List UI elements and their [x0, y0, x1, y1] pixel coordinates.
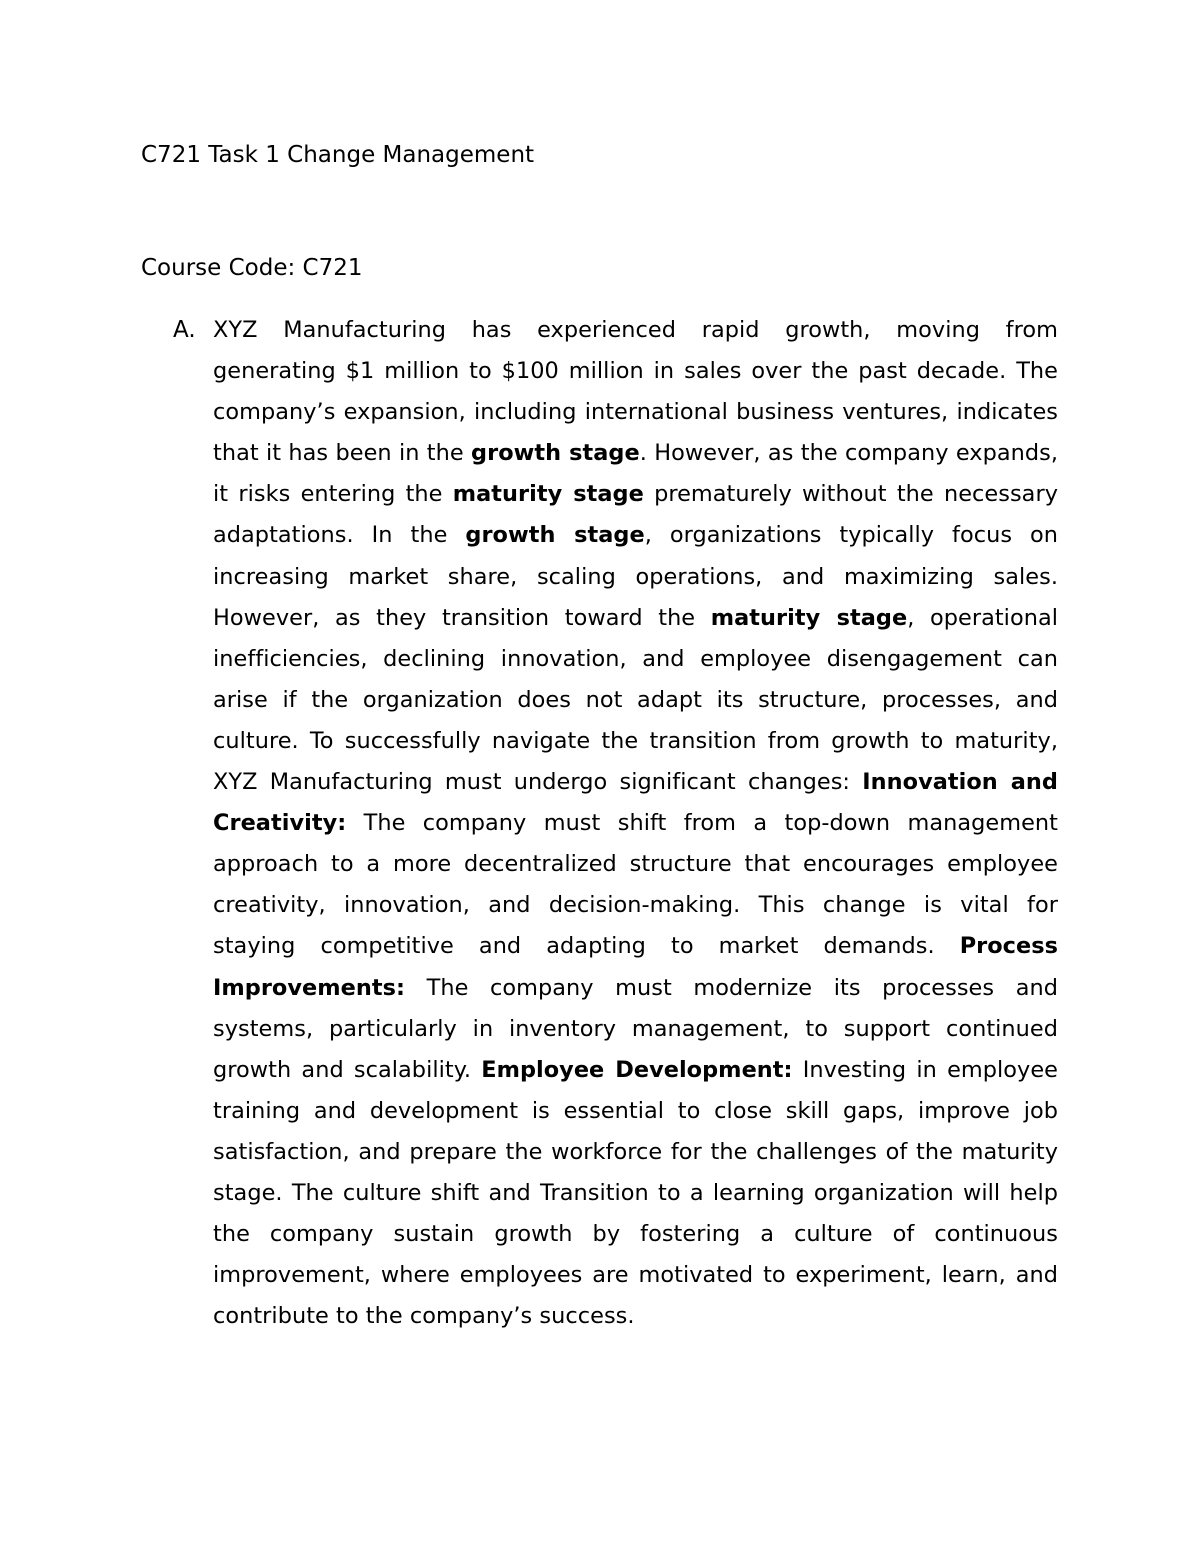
text-run: Investing in employee training and development is essential to close skill gaps, improve job satisfaction, and prepare the workforce for the challenges of the maturity stage. The culture shift and Transition to a learning organization will help the company sustain growth by fostering a culture of continuous improvement, where employees are motivated to experiment, learn, and contribute to the company’s success.	[213, 1056, 1058, 1330]
text-run: prematurely without the necessary adaptations. In the	[213, 481, 1058, 549]
bold-term: maturity stage	[452, 481, 644, 508]
course-code: Course Code: C721	[141, 255, 363, 281]
section-a-paragraph	[213, 310, 1058, 1337]
bold-term: maturity stage	[710, 604, 908, 631]
bold-term: growth stage	[471, 440, 640, 467]
text-run: , operational inefficiencies, declining innovation, and employee disengagement can arise if the organization does not adapt its structure, processes, and culture. To successfully navigate the transition from growth to maturity, XYZ Manufacturing must undergo significant changes:	[213, 604, 1058, 796]
list-marker-a: A.	[173, 317, 196, 343]
text-run: , organizations typically focus on increasing market share, scaling operations, and maximizing sales. However, as they transition toward the	[213, 522, 1059, 631]
bold-heading-innovation: Innovation and Creativity:	[213, 769, 1058, 837]
text-run: The company must shift from a top-down management approach to a more decentralized structure that encourages employee creativity, innovation, and decision-making. This change is vital for staying competitive and adapting to market demands.	[213, 810, 1058, 960]
bold-term: growth stage	[465, 522, 645, 549]
document-title: C721 Task 1 Change Management	[141, 142, 535, 168]
bold-heading-employee: Employee Development:	[481, 1056, 793, 1083]
text-run: The company must modernize its processes and systems, particularly in inventory management, to support continued growth and scalability.	[213, 974, 1058, 1083]
bold-heading-process: Process Improvements:	[213, 933, 1058, 1001]
text-run: XYZ Manufacturing has experienced rapid growth, moving from generating $1 million to $100 million in sales over the past decade. The company’s expansion, including international business ventures, indicates that it has been in the	[213, 317, 1058, 467]
text-run: . However, as the company expands, it risks entering the	[213, 440, 1058, 508]
